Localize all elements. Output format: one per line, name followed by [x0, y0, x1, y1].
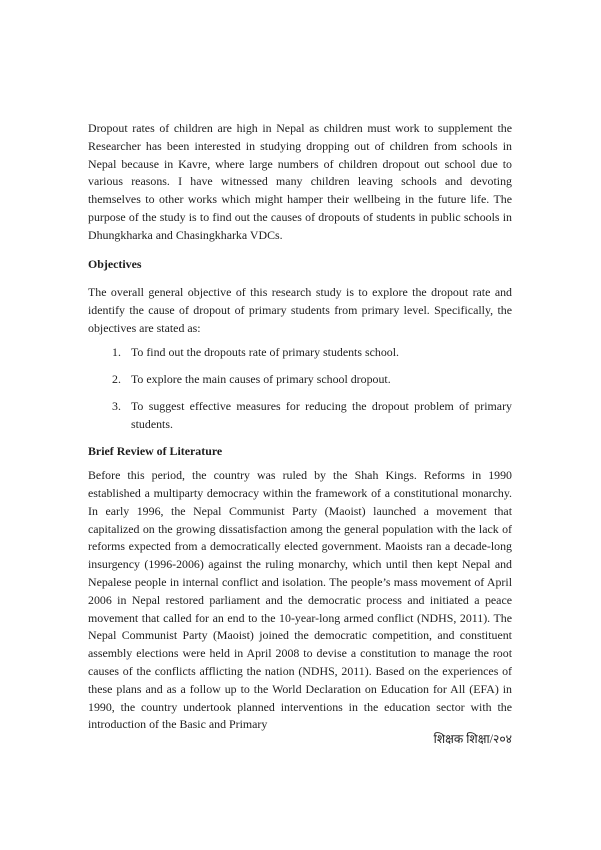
paragraph-objectives-overview: The overall general objective of this research study is to explore the dropout rate and identify the cause of dropout of primary students from primary level. Specifically, the objectives are stated as: [88, 285, 512, 335]
paragraph-introduction: Dropout rates of children are high in Nepal as children must work to supplement the Researcher has been interested in studying dropping out of children from schools in Nepal because in Kavre, where large numbers of children dropout out school due to various reasons. I have witnessed many children leaving schools and devoting themselves to other works which might hamper their wellbeing in the future life. The purpose of the study is to find out the causes of dropouts of students in public schools in Dhungkharka and Chasingkharka VDCs. [88, 121, 512, 242]
objective-item-1 [112, 344, 512, 362]
objectives-list [88, 344, 512, 434]
list-item-text: To explore the main causes of primary school dropout. [131, 372, 391, 387]
list-item-text: To find out the dropouts rate of primary students school. [131, 344, 399, 359]
page-footer [88, 731, 512, 748]
list-item-number: 2. [112, 372, 121, 387]
paragraph-literature-review: Before this period, the country was ruled by the Shah Kings. Reforms in 1990 established a multiparty democracy within the framework of a constitutional monarchy. In early 1996, the Nepal Communist Party (Maoist) launched a movement that capitalized on the growing dissatisfaction among the general population with the lack of reforms expected from a democratically elected government. Maoists ran a decade-long insurgency (1996-2006) against the ruling monarchy, which until then kept Nepal and Nepalese people in internal conflict and isolation. The people’s mass movement of April 2006 in Nepal restored parliament and the democratic process and initiated a peace movement that called for an end to the 10-year-long armed conflict (NDHS, 2011). The Nepal Communist Party (Maoist) joined the democratic competition, and constituent assembly elections were held in April 2008 to devise a constitution to manage the root causes of the conflicts afflicting the nation (NDHS, 2011). Based on the experiences of these plans and as a follow up to the World Declaration on Education for All (EFA) in 1990, the country undertook planned interventions in the education sector with the introduction of the Basic and Primary [88, 468, 512, 732]
page-number-label: शिक्षक शिक्षा/२०४ [433, 732, 512, 746]
list-item-number: 3. [112, 399, 121, 414]
list-item-number: 1. [112, 344, 121, 359]
page-content [88, 120, 512, 734]
objective-item-2 [112, 371, 512, 389]
heading-objectives: Objectives [88, 256, 142, 271]
objective-item-3 [112, 398, 512, 434]
list-item-text: To suggest effective measures for reducing the dropout problem of primary students. [131, 399, 512, 432]
heading-literature-review: Brief Review of Literature [88, 444, 223, 459]
